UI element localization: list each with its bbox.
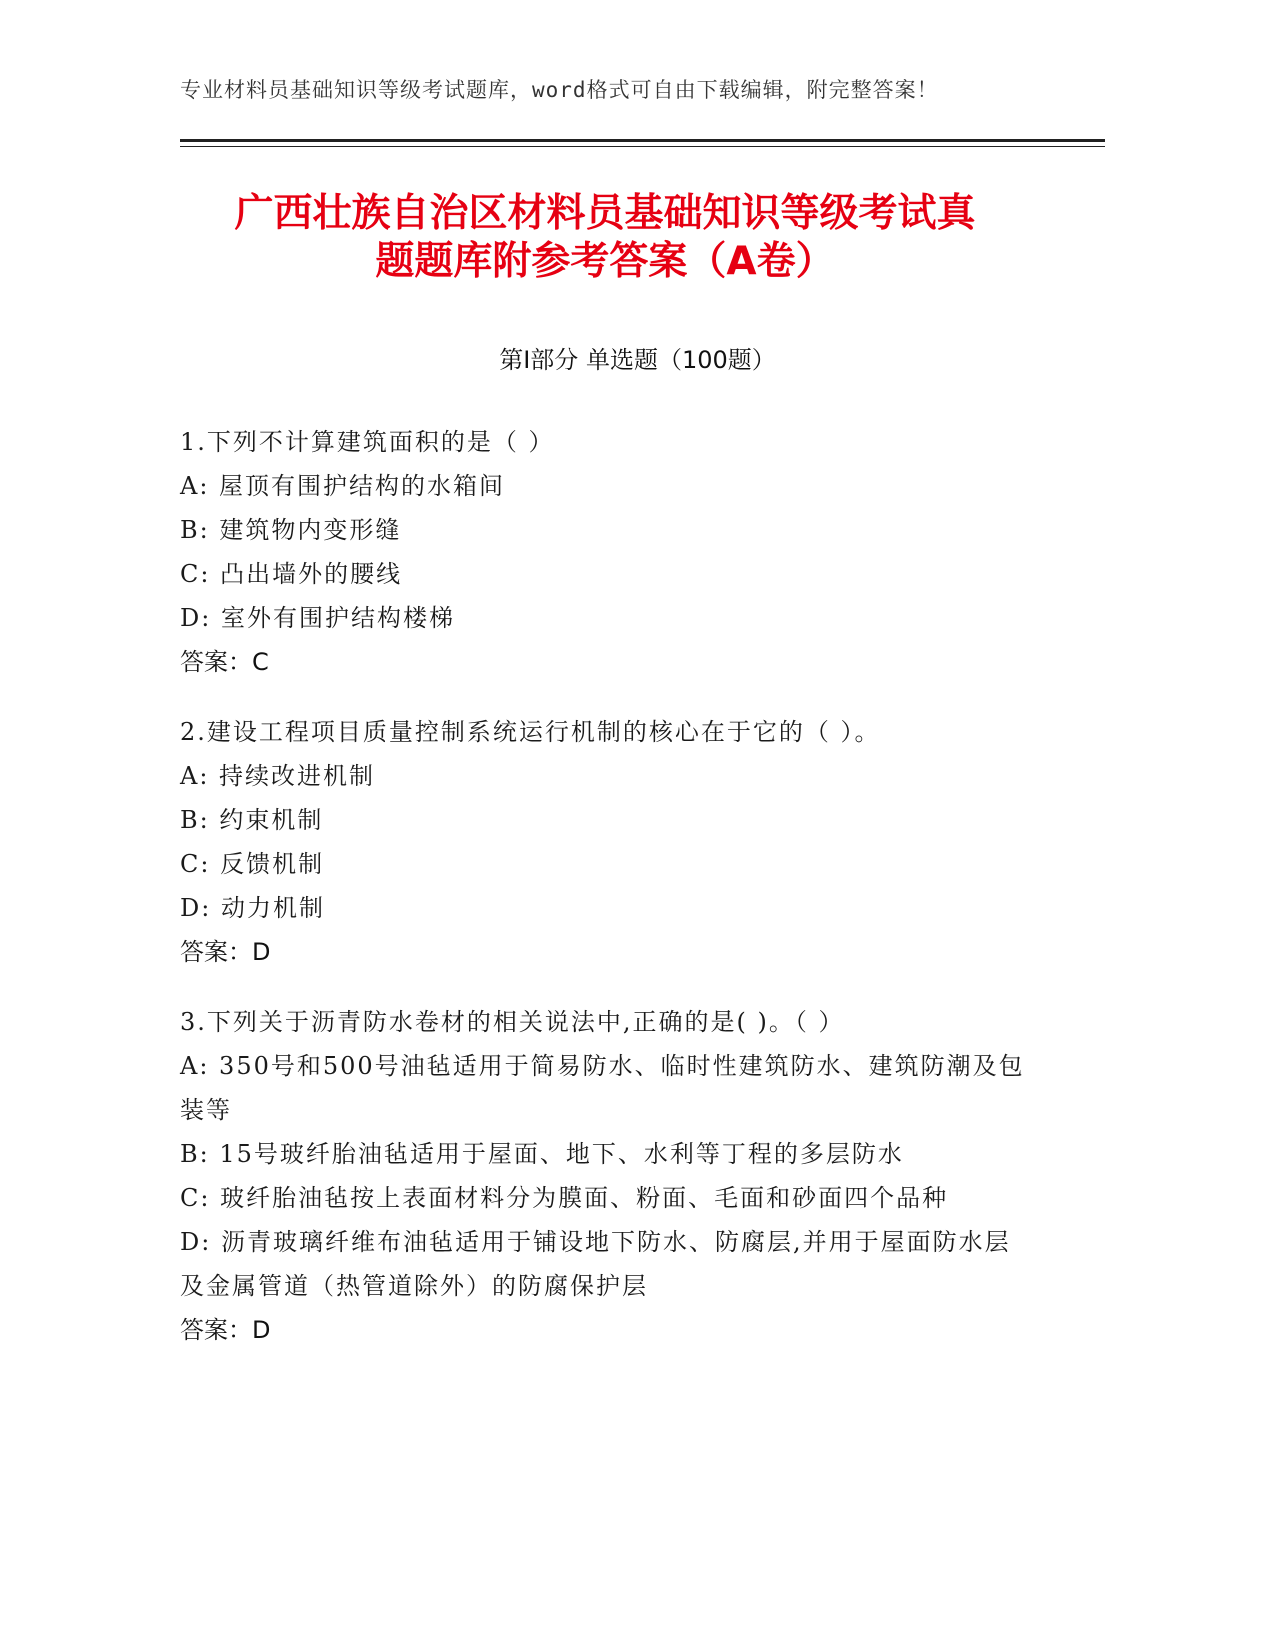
option-b: B: 15号玻纤胎油毡适用于屋面、地下、水利等丁程的多层防水 (180, 1140, 904, 1168)
option-a: A: 持续改进机制 (180, 762, 376, 790)
option-c: C: 凸出墙外的腰线 (180, 560, 403, 588)
header-rule-thick (180, 139, 1105, 142)
option-c: C: 反馈机制 (180, 850, 325, 878)
question-1 (180, 420, 1030, 684)
option-d: D: 室外有围护结构楼梯 (180, 604, 455, 632)
answer: 答案：D (180, 1316, 271, 1344)
header-rule-thin (180, 146, 1105, 147)
option-a: A: 350号和500号油毡适用于简易防水、临时性建筑防水、建筑防潮及包装等 (180, 1052, 1025, 1124)
question-stem: 3.下列关于沥青防水卷材的相关说法中,正确的是( )。（ ） (180, 1008, 845, 1036)
header-note: 专业材料员基础知识等级考试题库，word格式可自由下载编辑，附完整答案！ (180, 78, 939, 102)
option-d: D: 沥青玻璃纤维布油毡适用于铺设地下防水、防腐层,并用于屋面防水层及金属管道（热管道除外）的防腐保护层 (180, 1228, 1011, 1300)
option-b: B: 约束机制 (180, 806, 324, 834)
section-title: 第Ⅰ部分 单选题（100题） (499, 346, 776, 374)
question-stem: 1.下列不计算建筑面积的是（ ） (180, 428, 555, 456)
title-line-2: 题题库附参考答案（A卷） (375, 239, 835, 284)
answer: 答案：C (180, 648, 269, 676)
option-c: C: 玻纤胎油毡按上表面材料分为膜面、粉面、毛面和砂面四个品种 (180, 1184, 949, 1212)
question-list (180, 420, 1030, 1378)
question-3 (180, 1000, 1030, 1352)
document-title (150, 190, 1060, 286)
question-2 (180, 710, 1030, 974)
option-d: D: 动力机制 (180, 894, 325, 922)
option-a: A: 屋顶有围护结构的水箱间 (180, 472, 506, 500)
answer: 答案：D (180, 938, 271, 966)
question-stem: 2.建设工程项目质量控制系统运行机制的核心在于它的（ ）。 (180, 718, 881, 746)
title-line-1: 广西壮族自治区材料员基础知识等级考试真 (234, 191, 976, 236)
option-b: B: 建筑物内变形缝 (180, 516, 402, 544)
